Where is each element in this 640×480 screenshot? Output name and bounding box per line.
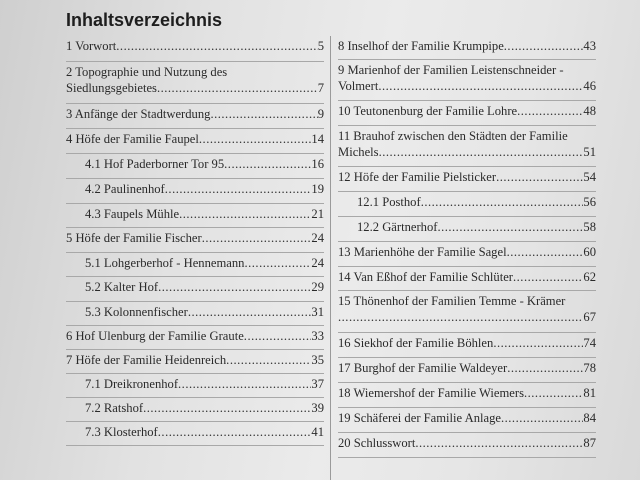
toc-entry [66,398,324,422]
toc-entry-title: 19 Schäferei der Familie Anlage [338,411,501,425]
toc-entry-title: 4.1 Hof Paderborner Tor 95 [85,157,225,171]
toc-entry [338,408,596,433]
toc-page-number: 56 [583,195,596,209]
toc-page-number: 5 [317,39,324,53]
toc-entry-line [338,78,596,94]
toc-page-number: 19 [311,182,324,196]
toc-entry-title: 14 Van Eßhof der Familie Schlüter [338,270,513,284]
toc-entry-line [66,230,324,246]
toc-right-column [338,36,596,458]
toc-entry-title-line: 9 Marienhof der Familien Leistenschneider - [338,63,564,77]
toc-entry-line [66,424,324,440]
toc-page-number: 60 [583,245,596,259]
toc-entry-line [338,435,596,451]
dot-leader [524,385,583,401]
toc-entry-title: 4 Höfe der Familie Faupel [66,132,199,146]
toc-entry-line [66,328,324,344]
dot-leader [507,360,583,376]
toc-page-number: 87 [583,436,596,450]
toc-entry [66,302,324,326]
toc-entry-title: 7.1 Dreikronenhof [85,377,179,391]
toc-entry [338,291,596,333]
toc-entry [338,333,596,358]
toc-entry-title: 8 Inselhof der Familie Krumpipe [338,39,504,53]
toc-entry [66,374,324,398]
toc-entry-title: 4.2 Paulinenhof [85,182,165,196]
toc-entry-title: 17 Burghof der Familie Waldeyer [338,361,508,375]
toc-page-number: 81 [583,386,596,400]
toc-entry-title: 3 Anfänge der Stadtwerdung [66,107,211,121]
toc-entry-line [66,400,324,416]
dot-leader [507,244,584,260]
toc-entry-line [66,352,324,368]
toc-page-number: 29 [311,280,324,294]
dot-leader [165,181,312,197]
toc-page-number: 54 [583,170,596,184]
dot-leader [338,309,583,325]
dot-leader [504,38,584,54]
dot-leader [415,435,583,451]
toc-entry-title: Michels [338,145,379,159]
dot-leader [501,410,583,426]
toc-entry-line [338,309,596,325]
toc-entry-title-line: 15 Thönenhof der Familien Temme - Krämer [338,294,566,308]
toc-entry-title: 6 Hof Ulenburg der Familie Graute [66,329,244,343]
dot-leader [199,131,312,147]
toc-entry-line [66,376,324,392]
toc-entry-title: Volmert [338,79,379,93]
toc-entry-line [338,103,596,119]
toc-entry-line [66,106,324,122]
toc-entry-line [338,38,596,54]
toc-page-number: 78 [583,361,596,375]
dot-leader [157,80,318,96]
dot-leader [244,255,311,271]
toc-page-number: 51 [583,145,596,159]
toc-page-number: 67 [583,310,596,324]
dot-leader [188,304,312,320]
toc-entry [338,433,596,458]
toc-entry [66,228,324,253]
page-title: Inhaltsverzeichnis [66,10,223,30]
toc-entry [338,167,596,192]
toc-entry-line [66,255,324,271]
toc-entry-line [66,156,324,172]
toc-entry-title: 18 Wiemershof der Familie Wiemers [338,386,524,400]
dot-leader [158,424,312,440]
dot-leader [517,103,583,119]
toc-entry [338,126,596,167]
toc-entry-line [66,38,324,54]
toc-entry-title: Siedlungsgebietes [66,81,157,95]
toc-left-column [66,36,324,446]
toc-entry-title: 4.3 Faupels Mühle [85,207,180,221]
toc-entry-title: 12 Höfe der Familie Pielsticker [338,170,497,184]
toc-page-number: 74 [583,336,596,350]
toc-entry-line [338,244,596,260]
dot-leader [437,219,583,235]
toc-entry [66,36,324,62]
toc-entry-line [338,219,596,235]
dot-leader [224,156,311,172]
toc-entry-title-line: 11 Brauhof zwischen den Städten der Familie [338,129,568,143]
toc-entry-title: 7.3 Klosterhof [85,425,158,439]
toc-entry-title: 7.2 Ratshof [85,401,144,415]
dot-leader [116,38,317,54]
toc-entry [66,422,324,446]
toc-entry-title: 16 Siekhof der Familie Böhlen [338,336,494,350]
column-divider [330,36,331,480]
toc-entry-title: 5.1 Lohgerberhof - Hennemann [85,256,245,270]
toc-entry-title: 13 Marienhöhe der Familie Sagel [338,245,507,259]
toc-page-number: 46 [583,79,596,93]
toc-entry-title: 5.2 Kalter Hof [85,280,159,294]
toc-page-number: 21 [311,207,324,221]
dot-leader [158,279,311,295]
toc-entry [66,129,324,154]
toc-entry [66,326,324,350]
toc-entry [66,253,324,277]
toc-entry-line [338,269,596,285]
toc-page-number: 48 [583,104,596,118]
toc-page-number: 24 [311,256,324,270]
toc-page-number: 24 [311,231,324,245]
toc-entry-line [66,206,324,222]
toc-page-number: 35 [311,353,324,367]
toc-page-number: 62 [583,270,596,284]
toc-entry [338,192,596,217]
toc-entry [66,104,324,129]
dot-leader [496,169,583,185]
toc-entry-line [338,335,596,351]
toc-page-number: 37 [311,377,324,391]
toc-entry-title: 20 Schlusswort [338,436,416,450]
dot-leader [143,400,311,416]
toc-page-number: 39 [311,401,324,415]
dot-leader [210,106,317,122]
toc-entry [66,154,324,179]
toc-page-number: 31 [311,305,324,319]
toc-entry-line [338,194,596,210]
toc-entry-title: 10 Teutonenburg der Familie Lohre [338,104,518,118]
toc-entry [66,204,324,228]
dot-leader [202,230,312,246]
dot-leader [513,269,583,285]
toc-entry [338,383,596,408]
dot-leader [379,144,584,160]
toc-page-number: 14 [311,132,324,146]
toc-entry-title: 12.2 Gärtnerhof [357,220,438,234]
toc-entry [338,217,596,242]
toc-entry-line [66,131,324,147]
toc-entry [66,62,324,104]
toc-page-number: 84 [583,411,596,425]
toc-entry-title: 7 Höfe der Familie Heidenreich [66,353,227,367]
toc-entry [338,36,596,60]
toc-entry [338,358,596,383]
toc-entry-line [66,181,324,197]
toc-page-number: 33 [311,329,324,343]
toc-entry-line [66,80,324,96]
toc-entry-title: 1 Vorwort [66,39,117,53]
toc-entry-title: 12.1 Posthof [357,195,421,209]
toc-entry [338,101,596,126]
toc-entry [66,277,324,302]
toc-entry [66,350,324,374]
dot-leader [178,376,311,392]
toc-entry [338,242,596,267]
dot-leader [226,352,311,368]
toc-entry-line [338,385,596,401]
dot-leader [493,335,583,351]
toc-page-number: 9 [317,107,324,121]
toc-entry [338,267,596,291]
toc-entry-line [66,279,324,295]
toc-entry-line [338,144,596,160]
toc-entry-title: 5 Höfe der Familie Fischer [66,231,202,245]
dot-leader [179,206,311,222]
toc-entry-line [338,360,596,376]
toc-page-number: 43 [583,39,596,53]
toc-entry-line [338,410,596,426]
toc-page-number: 7 [317,81,324,95]
toc-entry [66,179,324,204]
toc-entry-line [66,304,324,320]
toc-entry-title: 5.3 Kolonnenfischer [85,305,188,319]
toc-entry-title-line: 2 Topographie und Nutzung des [66,65,228,79]
dot-leader [378,78,583,94]
toc-page-number: 58 [583,220,596,234]
dot-leader [244,328,312,344]
toc-page-number: 41 [311,425,324,439]
toc-entry [338,60,596,101]
dot-leader [421,194,584,210]
toc-entry-line [338,169,596,185]
toc-page-number: 16 [311,157,324,171]
